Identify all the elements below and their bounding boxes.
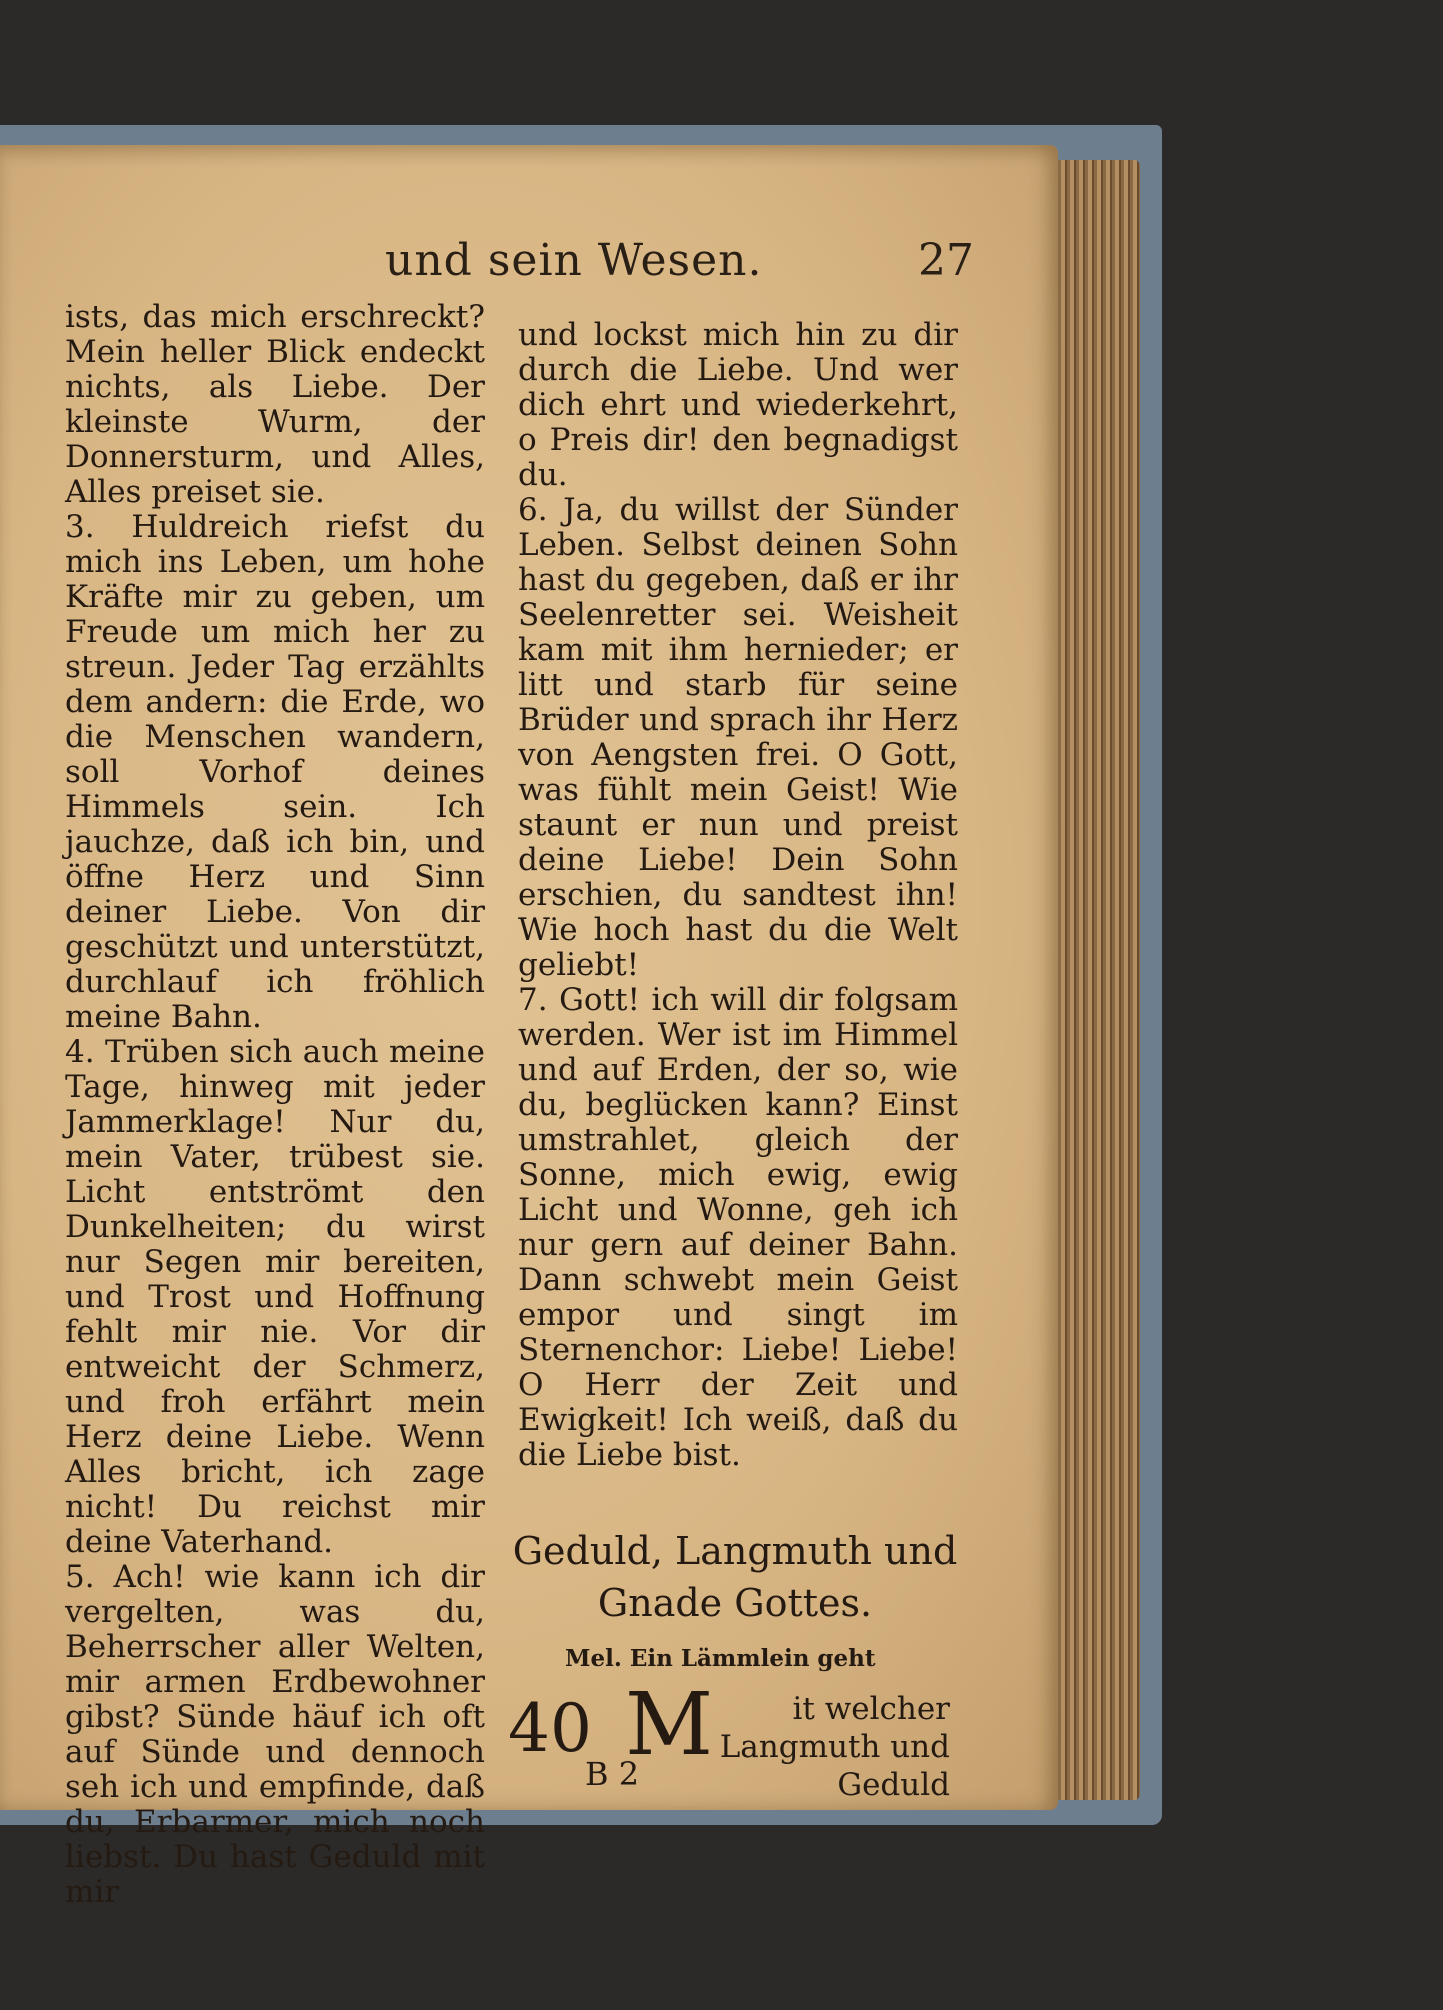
verse-7: 7. Gott! ich will dir folgsam werden. Wer ist im Himmel und auf Erden, der so, wie du, beglücken kann? Einst umstrahlet, gleich der Sonne, mich ewig, ewig Licht und Wonne, geh ich nur gern auf deiner Bahn. Dann schwebt mein Geist empor und singt im Sternenchor: Liebe! Liebe! O Herr der Zeit und Ewigkeit! Ich weiß, daß du die Liebe bist. [518,982,958,1473]
drop-initial: M [625,1675,714,1775]
page-number: 27 [918,235,974,286]
paragraph: und lockst mich hin zu dir durch die Liebe. Und wer dich ehrt und wiederkehrt, o Preis dir! den begnadigst du. [518,317,958,493]
paragraph: ists, das mich erschreckt? Mein heller Blick endeckt nichts, als Liebe. Der kleinste Wurm, der Donnersturm, und Alles, Alles preiset sie. [65,299,485,510]
melody-note: Mel. Ein Lämmlein geht [565,1645,876,1672]
section-heading: Geduld, Langmuth und Gnade Gottes. [512,1529,958,1625]
verse-5: 5. Ach! wie kann ich dir vergelten, was du, Beherrscher aller Welten, mir armen Erdbewohner gibst? Sünde häuf ich oft auf Sünde und dennoch seh ich und empfinde, daß du, Erbarmer, mich noch liebst. Du hast Geduld mit mir [65,1559,485,1910]
hymn-number: 40 [508,1690,592,1767]
verse-4: 4. Trüben sich auch meine Tage, hinweg mit jeder Jammerklage! Nur du, mein Vater, trübest sie. Licht entströmt den Dunkelheiten; du wirst nur Segen mir bereiten, und Trost und Hoffnung fehlt mir nie. Vor dir entweicht der Schmerz, und froh erfährt mein Herz deine Liebe. Wenn Alles bricht, ich zage nicht! Du reichst mir deine Vaterhand. [65,1034,485,1560]
right-column [518,318,958,1473]
left-column [65,300,485,1910]
verse-3: 3. Huldreich riefst du mich ins Leben, um hohe Kräfte mir zu geben, um Freude um mich her zu streun. Jeder Tag erzählts dem andern: die Erde, wo die Menschen wandern, soll Vorhof deines Himmels sein. Ich jauchze, daß ich bin, und öffne Herz und Sinn deiner Liebe. Von dir geschützt und unterstützt, durchlauf ich fröhlich meine Bahn. [65,509,485,1035]
hymn-start-text: it welcher Langmuth und Geduld [719,1691,950,1803]
signature-mark: B 2 [585,1755,640,1793]
verse-6: 6. Ja, du willst der Sünder Leben. Selbst deinen Sohn hast du gegeben, daß er ihr Seelenretter sei. Weisheit kam mit ihm hernieder; er litt und starb für seine Brüder und sprach ihr Herz von Aengsten frei. O Gott, was fühlt mein Geist! Wie staunt er nun und preist deine Liebe! Dein Sohn erschien, du sandtest ihn! Wie hoch hast du die Welt geliebt! [518,492,958,983]
running-title: und sein Wesen. [385,235,763,286]
